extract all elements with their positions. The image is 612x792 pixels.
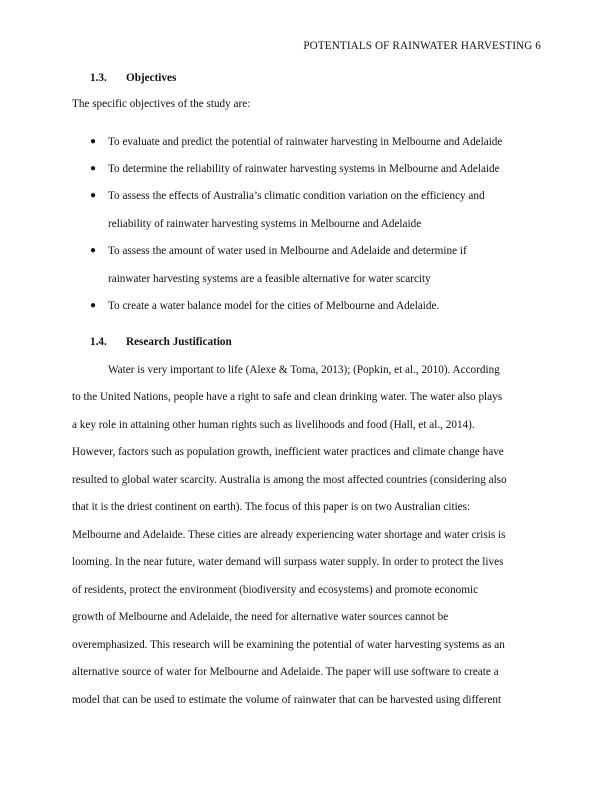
paragraph-line: growth of Melbourne and Adelaide, the need for alternative water sources cannot be [72,611,449,623]
bullet-icon: ● [90,300,97,311]
section-heading-objectives [90,72,176,84]
list-item-line: To assess the amount of water used in Melbourne and Adelaide and determine if [108,245,467,257]
section-number: 1.4. [90,336,107,348]
paragraph-line: Melbourne and Adelaide. These cities are already experiencing water shortage and water crisis is [72,529,506,541]
section-number: 1.3. [90,72,107,84]
running-head: POTENTIALS OF RAINWATER HARVESTING 6 [303,40,541,52]
list-item-line: To create a water balance model for the cities of Melbourne and Adelaide. [108,300,440,312]
list-item-line: reliability of rainwater harvesting systems in Melbourne and Adelaide [108,218,422,230]
paragraph-line: model that can be used to estimate the volume of rainwater that can be harvested using different [72,694,502,706]
list-item-line: To assess the effects of Australia’s climatic condition variation on the efficiency and [108,190,485,202]
section-title: Research Justification [126,336,232,348]
section-heading-justification [90,336,232,348]
bullet-icon: ● [90,190,97,201]
paragraph-line: overemphasized. This research will be examining the potential of water harvesting systems as an [72,639,505,651]
paragraph-line: Water is very important to life (Alexe & Toma, 2013); (Popkin, et al., 2010). According [108,364,500,376]
paragraph-line: to the United Nations, people have a right to safe and clean drinking water. The water also plays [72,391,503,403]
bullet-icon: ● [90,136,97,147]
list-item-line: rainwater harvesting systems are a feasible alternative for water scarcity [108,273,431,285]
paragraph-line: However, factors such as population growth, inefficient water practices and climate change have [72,446,504,458]
paragraph-line: of residents, protect the environment (biodiversity and ecosystems) and promote economic [72,584,479,596]
bullet-icon: ● [90,245,97,256]
paragraph-line: looming. In the near future, water demand will surpass water supply. In order to protect the lives [72,556,504,568]
list-item-line: To determine the reliability of rainwater harvesting systems in Melbourne and Adelaide [108,163,500,175]
paragraph-line: that it is the driest continent on earth). The focus of this paper is on two Australian cities: [72,501,471,513]
paragraph-line: resulted to global water scarcity. Australia is among the most affected countries (considering also [72,474,507,486]
list-item-line: To evaluate and predict the potential of rainwater harvesting in Melbourne and Adelaide [108,136,503,148]
bullet-icon: ● [90,163,97,174]
section-title: Objectives [126,72,177,84]
objectives-intro: The specific objectives of the study are: [72,98,251,110]
paragraph-line: a key role in attaining other human rights such as livelihoods and food (Hall, et al., 2014). [72,419,475,431]
paragraph-line: alternative source of water for Melbourne and Adelaide. The paper will use software to create a [72,666,499,678]
